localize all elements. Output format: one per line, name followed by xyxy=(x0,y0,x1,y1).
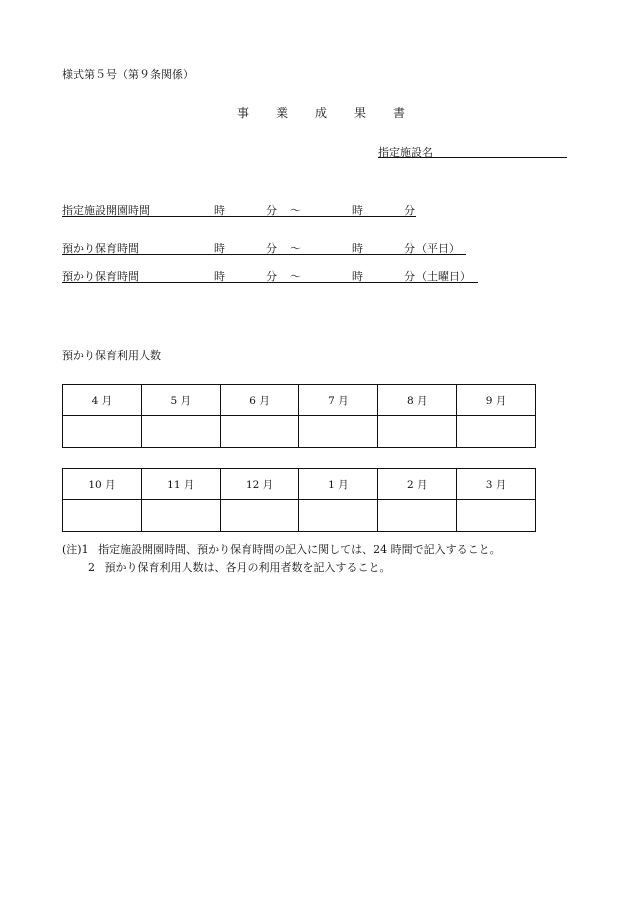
month-header: 8 月 xyxy=(378,385,457,416)
month-value-cell[interactable] xyxy=(457,500,536,532)
minute-unit: 分 xyxy=(266,204,277,217)
month-header: 11 月 xyxy=(141,469,220,500)
month-value-cell[interactable] xyxy=(457,416,536,448)
note-number: 1 xyxy=(81,543,89,556)
month-value-cell[interactable] xyxy=(63,416,142,448)
hours-row-weekday xyxy=(62,240,472,256)
hour-unit: 時 xyxy=(214,204,225,217)
month-header: 4 月 xyxy=(63,385,142,416)
month-value-cell[interactable] xyxy=(299,416,378,448)
hours-label: 指定施設開園時間 xyxy=(62,204,150,217)
hour-unit-2: 時 xyxy=(352,204,363,217)
month-value-cell[interactable] xyxy=(220,500,299,532)
page-title: 事 業 成 果 書 xyxy=(237,106,407,120)
minute-unit-2: 分 xyxy=(404,242,415,255)
users-table-second-half xyxy=(62,468,536,532)
month-header: 2 月 xyxy=(378,469,457,500)
month-value-cell[interactable] xyxy=(63,500,142,532)
month-header: 12 月 xyxy=(220,469,299,500)
table-value-row xyxy=(63,416,536,448)
users-table-first-half xyxy=(62,384,536,448)
facility-name-field[interactable] xyxy=(378,144,567,158)
hours-underline xyxy=(62,254,466,255)
minute-unit-2: 分 xyxy=(404,204,415,217)
month-header: 6 月 xyxy=(220,385,299,416)
note-item xyxy=(62,541,501,559)
hours-underline xyxy=(62,216,416,217)
month-header: 1 月 xyxy=(299,469,378,500)
suffix: （土曜日） xyxy=(416,270,471,283)
minute-unit: 分 xyxy=(266,270,277,283)
minute-unit: 分 xyxy=(266,242,277,255)
tilde: 〜 xyxy=(290,270,301,283)
note-text: 預かり保育利用人数は、各月の利用者数を記入すること。 xyxy=(104,561,391,574)
note-number: 2 xyxy=(88,561,95,574)
hour-unit: 時 xyxy=(214,270,225,283)
suffix: （平日） xyxy=(416,242,460,255)
hours-row-saturday xyxy=(62,268,482,284)
notes-prefix: (注) xyxy=(62,543,82,556)
hour-unit-2: 時 xyxy=(352,270,363,283)
hour-unit: 時 xyxy=(214,242,225,255)
month-header: 3 月 xyxy=(457,469,536,500)
hours-row-opening xyxy=(62,202,422,218)
facility-name-underline xyxy=(378,157,567,158)
month-header: 5 月 xyxy=(141,385,220,416)
month-value-cell[interactable] xyxy=(378,416,457,448)
notes xyxy=(62,541,501,577)
form-number: 様式第５号（第９条関係） xyxy=(62,68,194,81)
table-value-row xyxy=(63,500,536,532)
month-header: 10 月 xyxy=(63,469,142,500)
table-header-row xyxy=(63,385,536,416)
month-header: 7 月 xyxy=(299,385,378,416)
tilde: 〜 xyxy=(290,204,301,217)
hours-underline xyxy=(62,282,478,283)
minute-unit-2: 分 xyxy=(404,270,415,283)
note-text: 指定施設開園時間、預かり保育時間の記入に関しては、24 時間で記入すること。 xyxy=(98,543,501,556)
hour-unit-2: 時 xyxy=(352,242,363,255)
note-item xyxy=(62,559,501,577)
table-header-row xyxy=(63,469,536,500)
hours-label: 預かり保育時間 xyxy=(62,242,139,255)
month-value-cell[interactable] xyxy=(141,416,220,448)
month-value-cell[interactable] xyxy=(220,416,299,448)
users-heading: 預かり保育利用人数 xyxy=(62,349,161,362)
month-value-cell[interactable] xyxy=(378,500,457,532)
month-value-cell[interactable] xyxy=(299,500,378,532)
tilde: 〜 xyxy=(290,242,301,255)
month-value-cell[interactable] xyxy=(141,500,220,532)
facility-name-label: 指定施設名 xyxy=(378,146,433,159)
month-header: 9 月 xyxy=(457,385,536,416)
hours-label: 預かり保育時間 xyxy=(62,270,139,283)
